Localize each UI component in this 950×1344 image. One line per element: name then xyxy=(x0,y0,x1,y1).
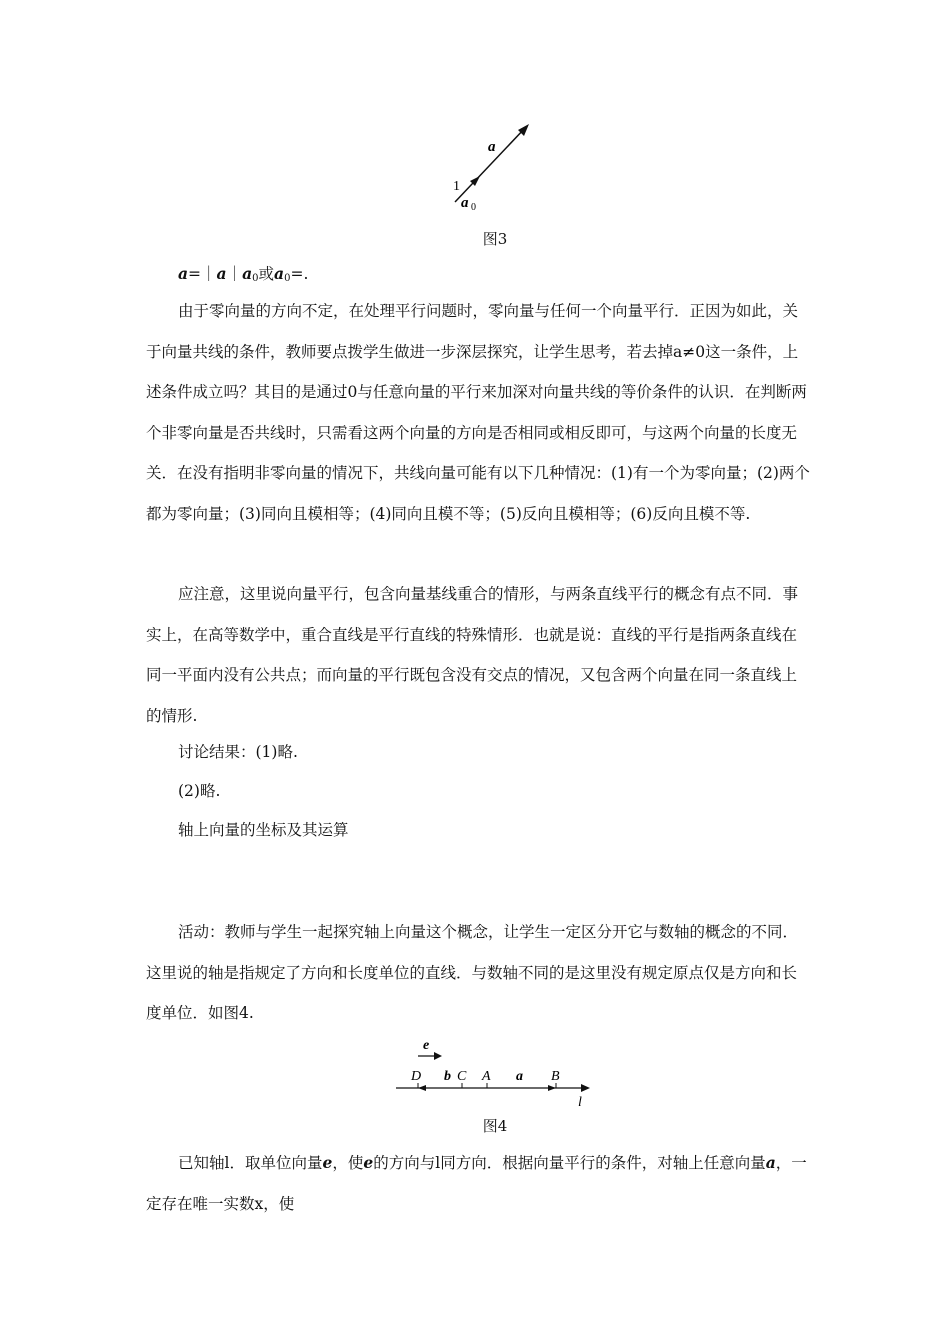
label-D: D xyxy=(411,1069,422,1084)
label-1: 1 xyxy=(453,179,460,194)
label-a0-subscript: 0 xyxy=(471,202,476,213)
label-C: C xyxy=(457,1069,467,1084)
figure-4-caption: 图4 xyxy=(482,1117,508,1135)
paragraph-unit-vector: 已知轴l．取单位向量e，使e的方向与l同方向．根据向量平行的条件，对轴上任意向量a，一定存在唯一实数x，使 xyxy=(146,1153,807,1213)
label-e: e xyxy=(423,1038,430,1053)
label-A: A xyxy=(482,1069,491,1084)
figure-3-vector-diagram xyxy=(440,118,550,213)
label-a-axis: a xyxy=(516,1069,523,1084)
vector-a-arrowhead-axis xyxy=(548,1085,556,1091)
figure-3-caption: 图3 xyxy=(482,230,508,248)
paragraph-activity: 活动：教师与学生一起探究轴上向量这个概念，让学生一定区分开它与数轴的概念的不同．这里说的轴是指规定了方向和长度单位的直线．与数轴不同的是这里没有规定原点仅是方向和长度单位．如图4. xyxy=(146,923,799,1022)
discussion-result-2: (2)略. xyxy=(178,782,221,800)
label-b: b xyxy=(444,1069,451,1084)
paragraph-zero-vector: 由于零向量的方向不定，在处理平行问题时，零向量与任何一个向量平行．正因为如此，关于向量共线的条件，教师要点拨学生做进一步深层探究，让学生思考，若去掉a≠0这一条件，上述条件成立吗？其目的是通过0与任意向量的平行来加深对向量共线的等价条件的认识．在判断两个非零向量是否共线时，只需看这两个向量的方向是否相同或相反即可，与这两个向量的长度无关．在没有指明非零向量的情况下，共线向量可能有以下几种情况：(1)有一个为零向量；(2)两个都为零向量；(3)同向且模相等；(4)同向且模不等；(5)反向且模相等；(6)反向且模不等. xyxy=(146,302,810,523)
vector-b-arrowhead xyxy=(418,1085,426,1091)
axis-l-arrowhead xyxy=(581,1084,590,1092)
discussion-result-1: 讨论结果：(1)略. xyxy=(178,743,298,761)
label-a0: a xyxy=(461,195,469,211)
label-B: B xyxy=(551,1069,560,1084)
paragraph-parallel-note: 应注意，这里说向量平行，包含向量基线重合的情形，与两条直线平行的概念有点不同．事实上，在高等数学中，重合直线是平行直线的特殊情形．也就是说：直线的平行是指两条直线在同一平面内没有公共点；而向量的平行既包含没有交点的情况，又包含两个向量在同一条直线上的情形. xyxy=(146,585,799,725)
label-l: l xyxy=(578,1095,582,1110)
formula-line: a=｜a｜a0或a0=. xyxy=(178,264,309,284)
unit-vector-e-arrowhead xyxy=(434,1052,442,1060)
section-heading-axis-vector: 轴上向量的坐标及其运算 xyxy=(178,821,349,839)
figure-4-axis-diagram xyxy=(390,1030,600,1110)
label-a: a xyxy=(488,139,496,155)
